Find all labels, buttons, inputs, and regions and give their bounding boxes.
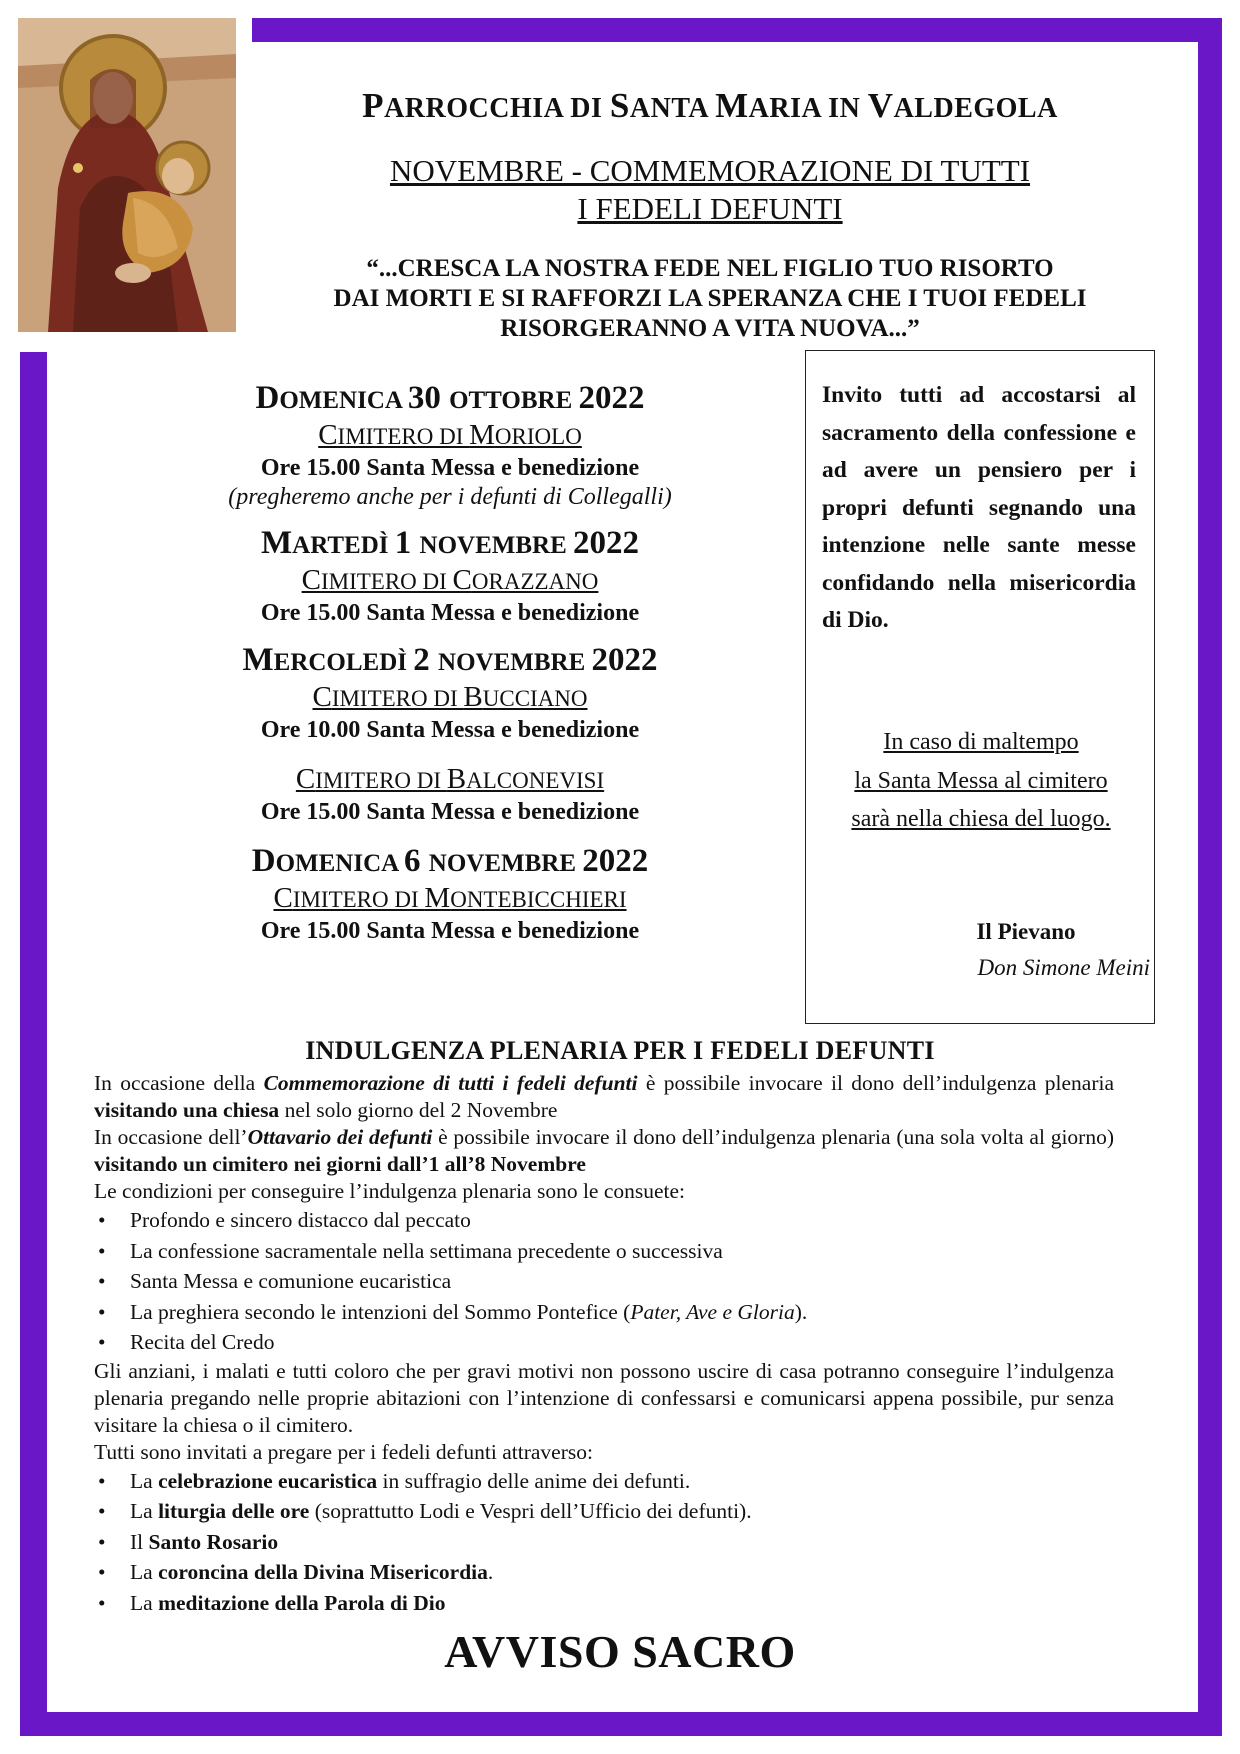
list-item: • La coroncina della Divina Misericordia. — [94, 1557, 1114, 1588]
list-item: • Santa Messa e comunione eucaristica — [94, 1266, 1114, 1297]
prayer-quote: “...CRESCA LA NOSTRA FEDE NEL FIGLIO TUO RISORTO DAI MORTI E SI RAFFORZI LA SPERANZA CHE I TUOI FEDELI RISORGERANNO A VITA NUOVA...” — [333, 255, 1087, 342]
bad-weather-notice: In caso di maltempo la Santa Messa al cimitero sarà nella chiesa del luogo. — [851, 729, 1111, 832]
page-subtitle: NOVEMBRE - COMMEMORAZIONE DI TUTTI I FEDELI DEFUNTI — [389, 153, 1031, 226]
frame-bottom-bar — [20, 1712, 1222, 1736]
event-schedule — [140, 380, 760, 946]
event-date: DOMENICA 6 NOVEMBRE 2022 — [251, 843, 649, 879]
madonna-painting — [18, 18, 236, 332]
prayer-ways-list — [94, 1466, 1114, 1619]
event-time: Ore 15.00 Santa Messa e benedizione — [260, 918, 640, 944]
event-time: Ore 10.00 Santa Messa e benedizione — [260, 717, 640, 743]
list-item: • La confessione sacramentale nella settimana precedente o successiva — [94, 1236, 1114, 1267]
event-montebicchieri — [140, 843, 760, 946]
event-moriolo — [140, 380, 760, 511]
indulgence-paragraph: Tutti sono invitati a pregare per i fedeli defunti attraverso: — [94, 1439, 593, 1464]
parish-title: PARROCCHIA DI SANTA MARIA IN VALDEGOLA — [362, 86, 1058, 125]
indulgence-paragraph: Le condizioni per conseguire l’indulgenza plenaria sono le consuete: — [94, 1179, 686, 1203]
indulgence-paragraph: In occasione della Commemorazione di tutti i fedeli defunti è possibile invocare il dono dell’indulgenza plenaria visitando una chiesa nel solo giorno del 2 Novembre — [94, 1071, 1115, 1122]
event-time: Ore 15.00 Santa Messa e benedizione — [260, 455, 640, 481]
event-place: CIMITERO DI CORAZZANO — [301, 564, 599, 596]
conditions-list — [94, 1205, 1114, 1358]
frame-right-bar — [1198, 18, 1222, 1736]
indulgence-paragraph: In occasione dell’Ottavario dei defunti è possibile invocare il dono dell’indulgenza plenaria (una sola volta al giorno) visitando un cimitero nei giorni dall’1 all’8 Novembre — [94, 1125, 1114, 1176]
list-item: • La liturgia delle ore (soprattutto Lodi e Vespri dell’Ufficio dei defunti). — [94, 1496, 1114, 1527]
event-note: (pregheremo anche per i defunti di Collegalli) — [228, 484, 672, 510]
event-date: MERCOLEDÌ 2 NOVEMBRE 2022 — [242, 642, 658, 678]
invitation-box — [805, 350, 1155, 1024]
event-place: CIMITERO DI MONTEBICCHIERI — [273, 882, 627, 914]
list-item: • La celebrazione eucaristica in suffragio delle anime dei defunti. — [94, 1466, 1114, 1497]
event-corazzano — [140, 525, 760, 628]
event-time: Ore 15.00 Santa Messa e benedizione — [260, 600, 640, 626]
list-item: • Profondo e sincero distacco dal peccato — [94, 1205, 1114, 1236]
invitation-text: Invito tutti ad accostarsi al sacramento della confessione e ad avere un pensiero per i propri defunti segnando una intenzione nelle sante messe confidando nella misericordia di Dio. — [822, 382, 1136, 633]
event-place: CIMITERO DI BALCONEVISI — [295, 763, 605, 795]
event-date: MARTEDÌ 1 NOVEMBRE 2022 — [260, 525, 639, 561]
event-place: CIMITERO DI MORIOLO — [318, 419, 582, 451]
signature-name: Don Simone Meini — [977, 955, 1150, 980]
list-item: • La preghiera secondo le intenzioni del Sommo Pontefice (Pater, Ave e Gloria). — [94, 1297, 1114, 1328]
event-date: DOMENICA 30 OTTOBRE 2022 — [255, 380, 645, 416]
sacred-notice-footer: AVVISO SACRO — [444, 1626, 796, 1677]
indulgence-title: INDULGENZA PLENARIA PER I FEDELI DEFUNTI — [305, 1036, 935, 1065]
event-place: CIMITERO DI BUCCIANO — [312, 681, 588, 713]
indulgence-body — [94, 1070, 1114, 1618]
indulgence-paragraph: Gli anziani, i malati e tutti coloro che per gravi motivi non possono uscire di casa potranno conseguire l’indulgenza plenaria pregando nelle proprie abitazioni con l’intenzione di confessarsi e comunicarsi appena possibile, pur senza visitare la chiesa o il cimitero. — [94, 1358, 1114, 1437]
event-bucciano — [140, 642, 760, 745]
event-balconevisi — [140, 763, 760, 827]
event-time: Ore 15.00 Santa Messa e benedizione — [260, 799, 640, 825]
list-item: • Il Santo Rosario — [94, 1527, 1114, 1558]
list-item: • La meditazione della Parola di Dio — [94, 1588, 1114, 1619]
signature-role: Il Pievano — [976, 919, 1076, 944]
frame-left-bar — [20, 352, 47, 1736]
list-item: • Recita del Credo — [94, 1327, 1114, 1358]
frame-top-bar — [252, 18, 1222, 42]
